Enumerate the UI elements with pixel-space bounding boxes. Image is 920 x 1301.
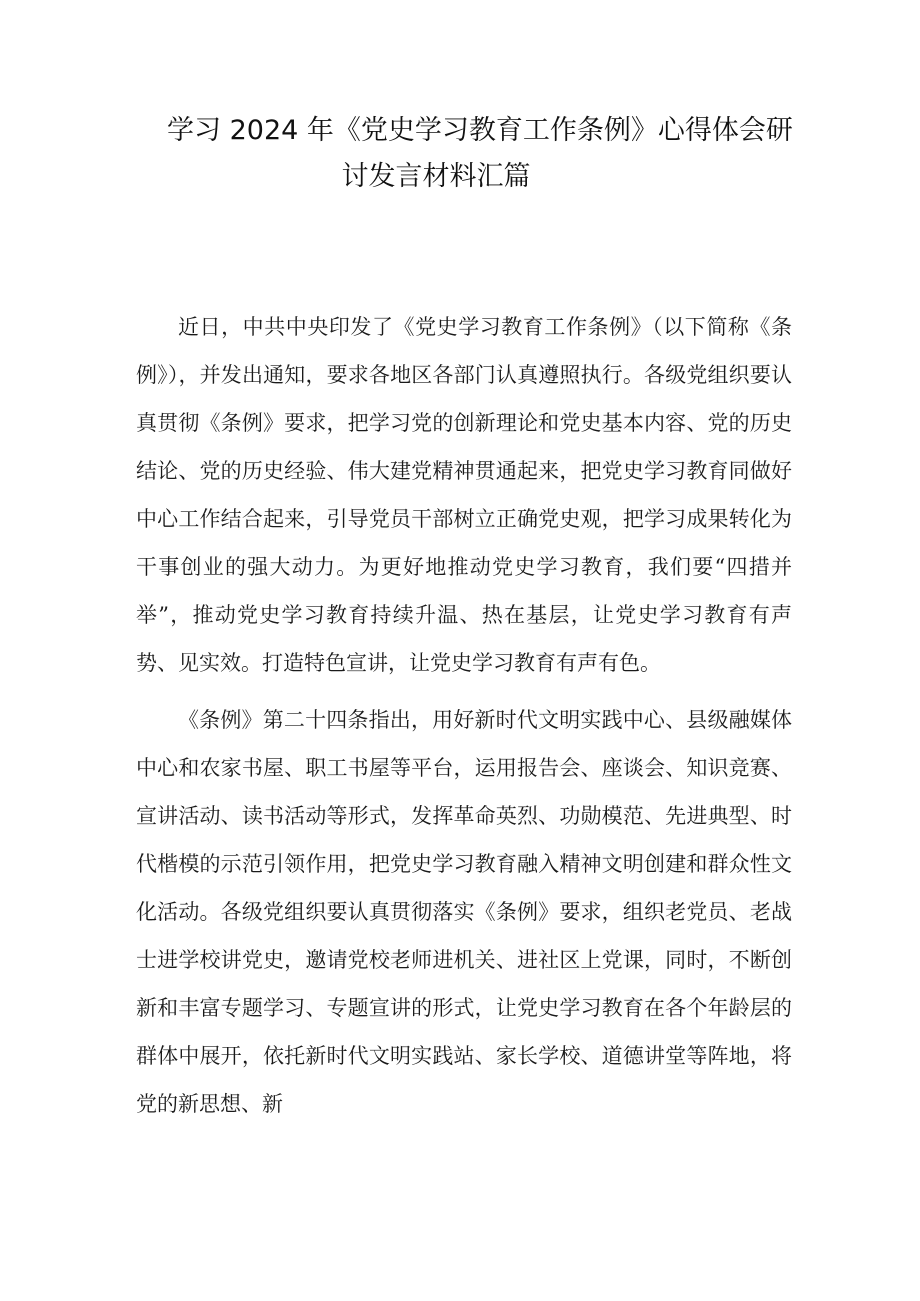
paragraph-2: 《条例》第二十四条指出，用好新时代文明实践中心、县级融媒体中心和农家书屋、职工书屋等平台，运用报告会、座谈会、知识竞赛、宣讲活动、读书活动等形式，发挥革命英烈、功勋模范、先进典型、时代楷模的示范引领作用，把党史学习教育融入精神文明创建和群众性文化活动。各级党组织要认真贯彻落实《条例》要求，组织老党员、老战士进学校讲党史，邀请党校老师进机关、进社区上党课，同时，不断创新和丰富专题学习、专题宣讲的形式，让党史学习教育在各个年龄层的群体中展开，依托新时代文明实践站、家长学校、道德讲堂等阵地，将党的新思想、新 [136,708,792,1116]
document-title [150,108,810,200]
paragraph-1: 近日，中共中央印发了《党史学习教育工作条例》（以下简称《条例》），并发出通知，要求各地区各部门认真遵照执行。各级党组织要认真贯彻《条例》要求，把学习党的创新理论和党史基本内容、党的历史结论、党的历史经验、伟大建党精神贯通起来，把党史学习教育同做好中心工作结合起来，引导党员干部树立正确党史观，把学习成果转化为干事创业的强大动力。为更好地推动党史学习教育，我们要“四措并举”，推动党史学习教育持续升温、热在基层，让党史学习教育有声势、见实效。打造特色宣讲，让党史学习教育有声有色。 [136,315,792,675]
title-line-2: 讨发言材料汇篇 [341,161,531,192]
document-body [136,303,792,1137]
title-line-1: 学习 2024 年《党史学习教育工作条例》心得体会研 [167,115,793,146]
